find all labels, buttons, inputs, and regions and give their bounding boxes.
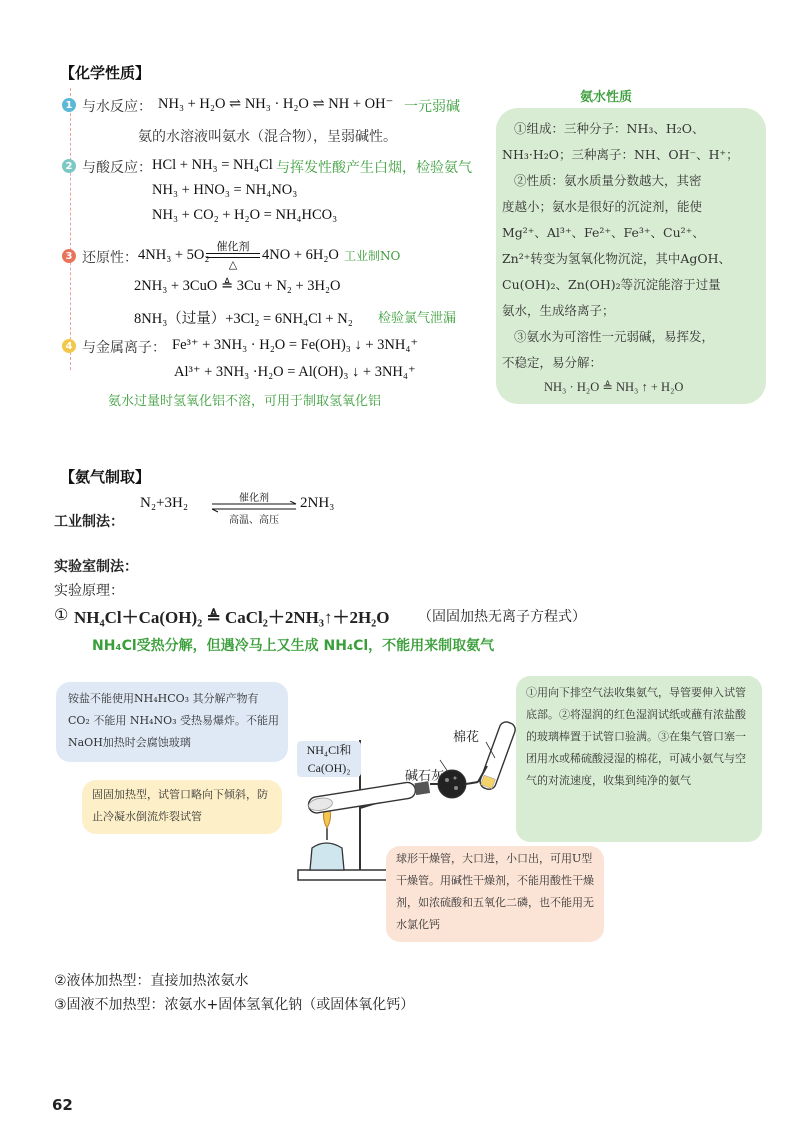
note-box-drying [386, 846, 604, 942]
item2-note: 与挥发性酸产生白烟，检验氨气 [276, 160, 472, 176]
page-number: 62 [52, 1096, 73, 1114]
aw-line-11: NH₃ · H₂O ≜ NH₃ ↑ + H₂O [544, 380, 684, 394]
timeline-divider [70, 88, 71, 370]
method-solid-liquid: ③固液不加热型：浓氨水+固体氢氧化钠（或固体氧化钙） [54, 997, 415, 1013]
note-box-collection [516, 676, 762, 842]
ammonia-water-title: 氨水性质 [580, 90, 633, 105]
aw-line-8: 氨水，生成络离子； [502, 303, 615, 318]
item3-equation3: 8NH₃（过量）+3Cl₂ = 6NH₄Cl + N₂ [134, 311, 353, 327]
step-badge-4: 4 [62, 339, 76, 353]
green-warning-note: NH₄Cl受热分解，但遇冷马上又生成 NH₄Cl，不能用来制取氨气 [92, 638, 495, 654]
reagent-label-line1: NH₄Cl和 [306, 743, 352, 757]
item4-equation: Fe³⁺ + 3NH₃ · H₂O = Fe(OH)₃ ↓ + 3NH₄⁺ [172, 337, 419, 353]
reagent-label [297, 741, 361, 777]
item3-note3: 检验氯气泄漏 [378, 311, 457, 326]
cotton-label: 棉花 [453, 730, 480, 745]
item3-condition-bottom: △ [228, 258, 238, 271]
item1-equation: NH₃ + H₂O ⇌ NH₃ · H₂O ⇌ NH + OH⁻ [158, 96, 394, 112]
item1-line2: 氨的水溶液叫氨水（混合物），呈弱碱性。 [138, 129, 397, 145]
note-box-ammonium-salts [56, 682, 288, 762]
industrial-cond-bottom: 高温、高压 [229, 515, 279, 526]
aw-line-2: NH₃·H₂O；三种离子：NH、OH⁻、H⁺； [502, 147, 739, 162]
item3-label: 还原性： [82, 250, 138, 266]
item3-equation-left: 4NH₃ + 5O₂ [138, 247, 210, 263]
lab-label: 实验室制法： [54, 559, 138, 575]
item1-label: 与水反应： [82, 99, 152, 115]
industrial-eq-right: 2NH₃ [300, 495, 335, 511]
aw-line-6: Zn²⁺转变为氢氧化物沉淀，其中AgOH、 [502, 251, 732, 266]
note-box1-text: 铵盐不能使用NH₄HCO₃ 其分解产物有 CO₂ 不能用 NH₄NO₃ 受热易爆炸。不能用NaOH加热时会腐蚀玻璃 [68, 692, 280, 749]
note-box4-text: 球形干燥管，大口进，小口出，可用U型干燥管。用碱性干燥剂，不能用酸性干燥剂，如浓硫酸和五氧化二磷，也不能用无水氯化钙 [396, 852, 594, 931]
item2-equation3: NH₃ + CO₂ + H₂O = NH₄HCO₃ [152, 207, 338, 223]
item3-equation-right: 4NO + 6H₂O [262, 247, 339, 263]
step-badge-3: 3 [62, 249, 76, 263]
item1-note: 一元弱碱 [404, 99, 460, 115]
item3-note: 工业制NO [344, 249, 401, 263]
item4-label: 与金属离子： [82, 340, 166, 356]
ammonia-water-box [496, 108, 766, 404]
item2-label: 与酸反应： [82, 160, 152, 176]
aw-line-9: ③氨水为可溶性一元弱碱，易挥发， [514, 329, 715, 344]
item2-equation: HCl + NH₃ = NH₄Cl [152, 157, 273, 173]
aw-line-3: ②性质：氨水质量分数越大，其密 [514, 173, 702, 188]
method-liquid-heating: ②液体加热型：直接加热浓氨水 [54, 973, 249, 989]
industrial-cond-top: 催化剂 [239, 493, 269, 504]
aw-line-10: 不稳定，易分解： [502, 355, 603, 370]
aw-line-5: Mg²⁺、Al³⁺、Fe²⁺、Fe³⁺、Cu²⁺、 [502, 225, 705, 240]
soda-lime-label: 碱石灰 [405, 769, 445, 784]
lab-equation: NH₄Cl＋Ca(OH)₂ ≜ CaCl₂＋2NH₃↑＋2H₂O [74, 608, 390, 627]
item4-equation2: Al³⁺ + 3NH₃ ·H₂O = Al(OH)₃ ↓ + 3NH₄⁺ [174, 364, 416, 380]
section-title-ammonia-preparation: 【氨气制取】 [60, 468, 151, 486]
aw-line-4: 度越小；氨水是很好的沉淀剂，能使 [502, 199, 703, 214]
reagent-label-line2: Ca(OH)₂ [307, 761, 351, 775]
item3-condition-top: 催化剂 [216, 240, 250, 253]
industrial-label: 工业制法： [54, 514, 124, 530]
note-box2-text: 固固加热型，试管口略向下倾斜，防止冷凝水倒流炸裂试管 [92, 788, 268, 823]
lab-equation-note: （固固加热无离子方程式） [418, 609, 586, 625]
section-title-chemical-properties: 【化学性质】 [60, 64, 151, 82]
note-box-heating [82, 780, 282, 834]
item3-equation2: 2NH₃ + 3CuO ≜ 3Cu + N₂ + 3H₂O [134, 278, 341, 294]
aw-line-7: Cu(OH)₂、Zn(OH)₂等沉淀能溶于过量 [502, 277, 721, 292]
step-badge-1: 1 [62, 98, 76, 112]
aw-line-1: ①组成：三种分子：NH₃、H₂O、 [514, 121, 705, 136]
principle-label: 实验原理： [54, 583, 124, 599]
item4-note: 氨水过量时氢氧化铝不溶，可用于制取氢氧化铝 [108, 394, 382, 409]
industrial-eq-left: N₂+3H₂ [140, 495, 189, 511]
eq1-number: ① [54, 605, 69, 624]
note-box3-text: ①用向下排空气法收集氨气，导管要伸入试管底部。②将湿润的红色湿润试纸或蘸有浓盐酸的玻璃棒置于试管口验满。③在集气管口塞一团用水或稀硫酸浸湿的棉花，可减小氨气与空气的对流速度，收集到纯净的氨气 [526, 686, 746, 787]
step-badge-2: 2 [62, 159, 76, 173]
item2-equation2: NH₃ + HNO₃ = NH₄NO₃ [152, 182, 298, 198]
